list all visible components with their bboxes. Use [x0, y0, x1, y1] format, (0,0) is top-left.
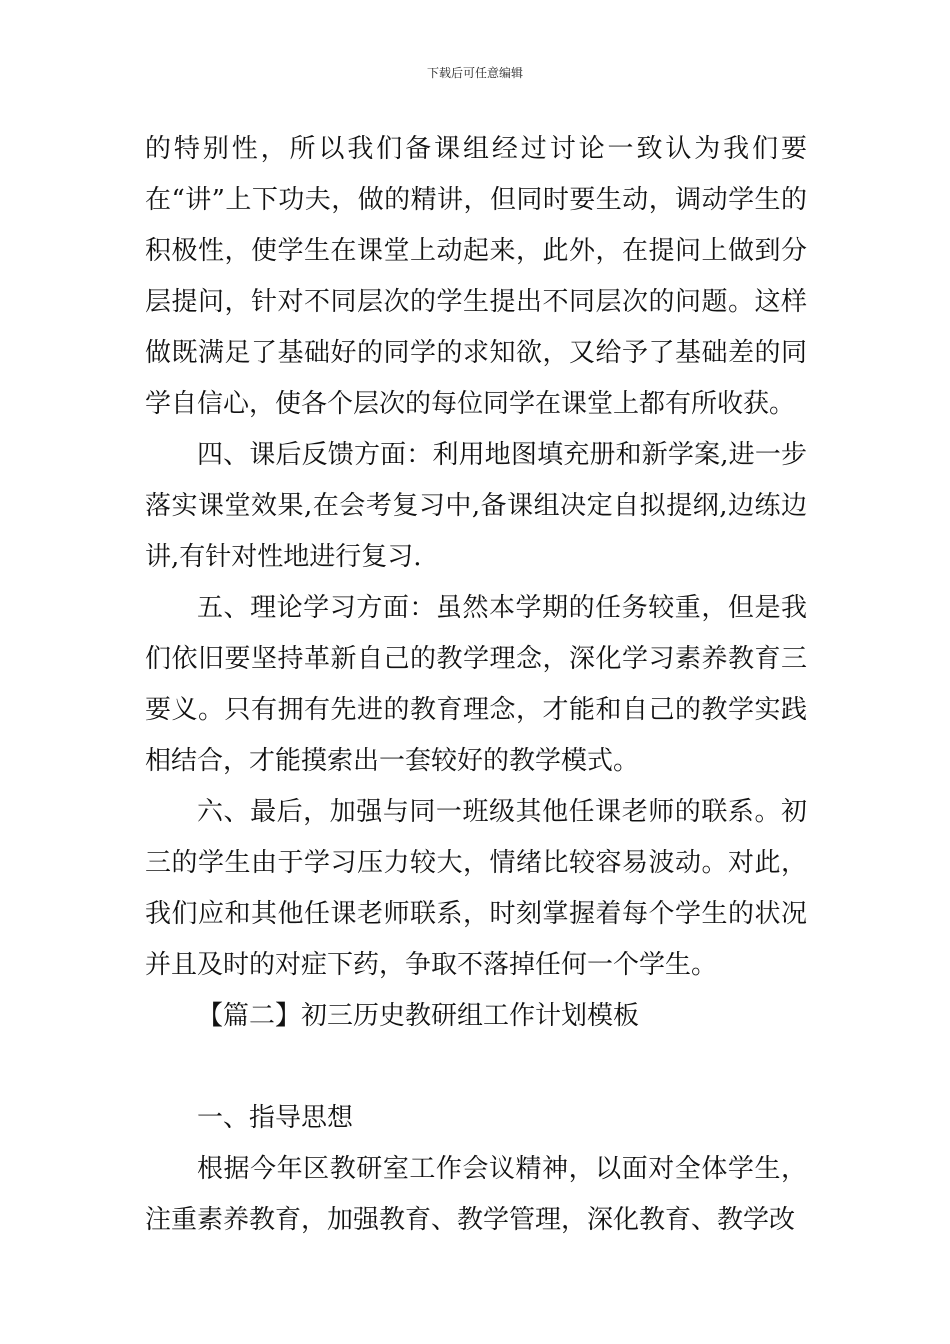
paragraph-continuation: 的特别性，所以我们备课组经过讨论一致认为我们要在“讲”上下功夫，做的精讲，但同时要生动，调动学生的积极性，使学生在课堂上动起来，此外，在提问上做到分层提问，针对不同层次的学生提出不同层次的问题。这样做既满足了基础好的同学的求知欲，又给予了基础差的同学自信心，使各个层次的每位同学在课堂上都有所收获。 [145, 134, 807, 419]
document-body [145, 124, 807, 1246]
paragraph-theory-study: 五、理论学习方面：虽然本学期的任务较重，但是我们依旧要坚持革新自己的教学理念，深化学习素养教育三要义。只有拥有先进的教育理念，才能和自己的教学实践相结合，才能摸索出一套较好的教学模式。 [145, 593, 807, 776]
section-title: 【篇二】初三历史教研组工作计划模板 [197, 1001, 640, 1031]
paragraph-guiding-thought: 根据今年区教研室工作会议精神，以面对全体学生，注重素养教育，加强教育、教学管理，深化教育、教学改 [145, 1154, 807, 1235]
page-header: 下载后可任意编辑 [426, 66, 523, 80]
section-heading-guiding-thought: 一、指导思想 [197, 1103, 354, 1133]
blank-line [145, 1042, 807, 1093]
paragraph-teacher-contact: 六、最后，加强与同一班级其他任课老师的联系。初三的学生由于学习压力较大，情绪比较容易波动。对此，我们应和其他任课老师联系，时刻掌握着每个学生的状况并且及时的对症下药，争取不落掉任何一个学生。 [145, 797, 807, 980]
paragraph-feedback: 四、课后反馈方面：利用地图填充册和新学案,进一步落实课堂效果,在会考复习中,备课组决定自拟提纲,边练边讲,有针对性地进行复习. [145, 440, 807, 572]
